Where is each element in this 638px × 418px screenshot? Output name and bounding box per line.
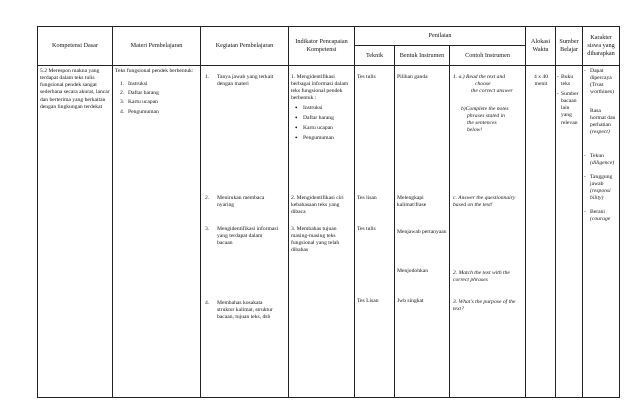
contoh-2: 2. Match the text with the correct phrases [453, 270, 510, 284]
cell-teknik [355, 66, 395, 398]
header-karakter: Karakter siswa yang diharapkan [583, 27, 620, 66]
materi-item: 4. Pengumuman [120, 108, 159, 115]
contoh-1b: b)Complete the notes phrases stated in the sentences below! [461, 106, 509, 134]
teknik-item: Tes lisan [357, 195, 377, 201]
cell-karakter [583, 66, 620, 398]
header-sumber-belajar: Sumber Belajar [556, 27, 583, 66]
cell-bentuk [395, 66, 450, 398]
kompetensi-dasar-text: 5.2 Merespon makna yang terdapat dalam teks tulis fungsional pendek sangat sederhana secara akurat, lancar dan berterima yang berkaitan dengan lingkungan terdekat [40, 68, 110, 110]
bentuk-item: Pilihan ganda [397, 74, 428, 80]
cell-contoh [450, 66, 526, 398]
karakter-item: - Tanggung jawab (responsi bility) [584, 174, 613, 202]
karakter-item: Rasa hormat dan perhatian (respect) [590, 108, 616, 136]
header-bentuk-instrumen: Bentuk Instrumen [395, 46, 450, 66]
teknik-item: Tes Lisan [357, 298, 379, 304]
cell-kegiatan: 1. Tanya jawab yang terkait dengan materi 2. Menirukan membaca nyaring 3. Mengidentifikasi informasi yang terdapat dalam bacaan 4. Membahas kosakata struktur kalimat, struktur bacaan, tujuan teks, dsb [201, 66, 289, 398]
indikator-2: 2. Mengidentifikasi ciri kebahasaan teks yang dibaca [291, 195, 344, 216]
header-indikator: Indikator Pencapaian Kompetensi [289, 27, 355, 66]
header-teknik: Teknik [355, 46, 395, 66]
karakter-item: - Berani (courage [584, 209, 611, 223]
rpp-document-page [37, 26, 616, 398]
indikator-1-item: • Pengumuman [291, 135, 351, 142]
indikator-1-item: • Daftar barang [291, 115, 351, 122]
alokasi-waktu-value: 4 x 40 menit [534, 74, 549, 88]
materi-item: 2. Daftar barang [120, 90, 159, 97]
header-kegiatan-pembelajaran: Kegiatan Pembelajaran [201, 27, 289, 66]
bentuk-item: Menjawab pertanyaan [397, 229, 447, 235]
materi-intro: Teks fungsional pendek berbentuk: [115, 68, 194, 74]
silabus-table [37, 26, 620, 398]
header-materi-pembelajaran: Materi Pembelajaran [113, 27, 201, 66]
bentuk-item: Menjodohkan [397, 268, 429, 274]
indikator-1-item: • Kartu ucapan [291, 125, 351, 132]
materi-item: 1. Instruksi [120, 81, 148, 88]
indikator-1-item: • Instruksi [291, 105, 351, 112]
cell-materi [113, 66, 201, 398]
cell-kompetensi-dasar [38, 66, 113, 398]
header-contoh-instrumen: Contoh Instrumen [450, 46, 526, 66]
indikator-1-list [291, 105, 351, 143]
sumber-item: - Sumber bacaan lain yang relevan [557, 91, 579, 126]
cell-alokasi [526, 66, 556, 398]
contoh-1c: c. Answer the questionnairy based on the text! [453, 195, 516, 209]
materi-item: 3. Kartu ucapan [120, 99, 158, 106]
header-penilaian: Penilaian [355, 27, 526, 46]
contoh-1a: 1. a.) Read the text and choose the correct answer [453, 74, 513, 95]
bentuk-item: Melengkapi kalimat/frase [397, 195, 427, 209]
indikator-1: 1. Mengidentifikasi berbagai informasi dalam teks fungsional pendek berbentuk : [291, 74, 349, 102]
karakter-item: - Dapat dipercaya (Trust worthines) [584, 68, 614, 96]
teknik-item: Tes tulis [357, 226, 376, 232]
sumber-item: - Buku teks [557, 74, 574, 88]
header-kompetensi-dasar: Kompetensi Dasar [38, 27, 113, 66]
karakter-item: - Tekun (diligence) [584, 153, 615, 167]
bentuk-item: Jwb singkat [397, 298, 424, 304]
cell-sumber [556, 66, 583, 398]
indikator-3: 3. Membahas tujuan masing-masing teks fungsional yang telah dibahas [291, 226, 340, 254]
teknik-item: Tes tulis [357, 74, 376, 80]
contoh-3: 3. What's the purpose of the text? [453, 299, 516, 313]
header-alokasi-waktu: Alokasi Waktu [526, 27, 556, 66]
materi-list [115, 81, 197, 116]
cell-indikator [289, 66, 355, 398]
